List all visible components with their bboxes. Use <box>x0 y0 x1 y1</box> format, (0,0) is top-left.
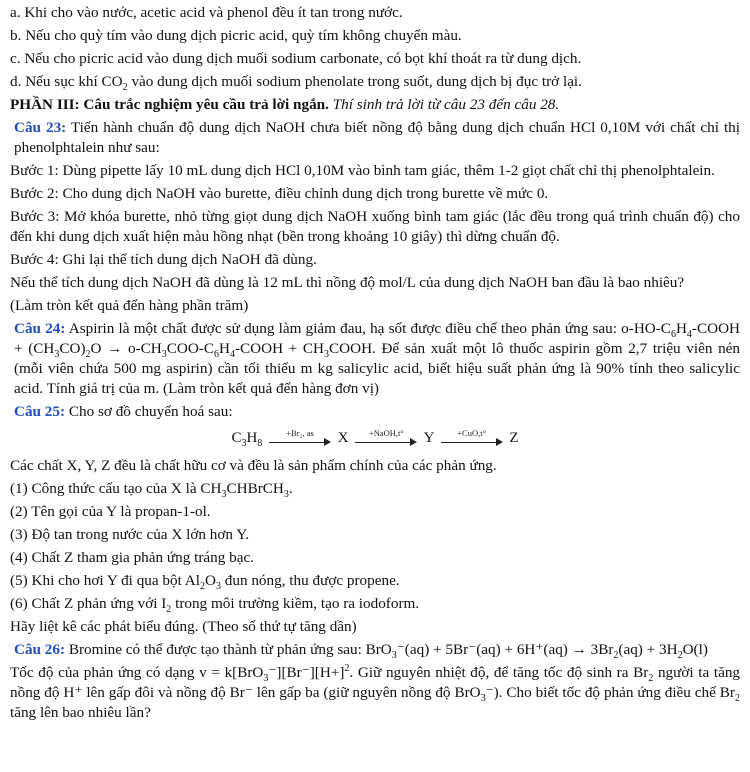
statement-b: b. Nếu cho quỳ tím vào dung dịch picric acid, quỳ tím không chuyển màu. <box>10 27 462 44</box>
q23-step4: Bước 4: Ghi lại thể tích dung dịch NaOH đã dùng. <box>10 251 317 268</box>
scheme-arrow-1: +Br₂, as <box>269 429 331 448</box>
q23-step1: Bước 1: Dùng pipette lấy 10 mL dung dịch HCl 0,10M vào bình tam giác, thêm 1-2 giọt chất chỉ thị phenolphtalein. <box>10 162 715 179</box>
q25-item-1: (1) Công thức cấu tạo của X là $CH_3CHBrCH_3$. <box>10 480 293 501</box>
scheme-start: $C_3H_8$ <box>231 430 263 449</box>
q26-reaction: Câu 26: Bromine có thể được tạo thành từ phản ứng sau: $BrO_3^-(aq) + 5Br^-(aq) + 6H^+(aq) \to 3Br_2(aq) + 3H_2O(l)$ <box>14 641 708 662</box>
statement-c: c. Nếu cho picric acid vào dung dịch muối sodium carbonate, có bọt khí thoát ra từ dung dịch. <box>10 50 582 67</box>
statement-a: a. Khi cho vào nước, acetic acid và phenol đều ít tan trong nước. <box>10 4 403 21</box>
q25-intro: Câu 25: Cho sơ đồ chuyển hoá sau: <box>14 403 233 420</box>
q23-step3: Bước 3: Mở khóa burette, nhỏ từng giọt dung dịch NaOH xuống bình tam giác (lắc đều trong quá trình chuẩn độ) cho đến khi dung dịch xuất hiện màu hồng nhạt (bền trong khoảng 10 giây) thì dừng chuẩn độ. <box>10 208 740 245</box>
arrow-icon <box>441 438 503 448</box>
scheme-arrow-2: +NaOH,t° <box>355 429 417 448</box>
scheme-z: Z <box>509 430 519 446</box>
arrow-icon <box>269 438 331 448</box>
statement-d: d. Nếu sục khí $CO_2$ vào dung dịch muối sodium phenolate trong suốt, dung dịch bị đục trở lại. <box>10 73 582 94</box>
scheme-arrow-3: +CuO,t° <box>441 429 503 448</box>
part3-heading: PHẦN III: Câu trắc nghiệm yêu cầu trả lời ngắn. Thí sinh trả lời từ câu 23 đến câu 28. <box>10 96 560 113</box>
q25-item-2: (2) Tên gọi của Y là propan-1-ol. <box>10 503 211 521</box>
q23-question: Nếu thể tích dung dịch NaOH đã dùng là 12 mL thì nồng độ mol/L của dung dịch NaOH ban đầu là bao nhiêu? <box>10 274 685 291</box>
arrow-icon <box>355 438 417 448</box>
q23-intro: Câu 23: Tiến hành chuẩn độ dung dịch NaOH chưa biết nồng độ bằng dung dịch chuẩn HCl 0,10M với chất chỉ thị phenolphtalein như sau: <box>14 119 740 156</box>
q24-text: Câu 24: Aspirin là một chất được sử dụng làm giảm đau, hạ sốt được điều chế theo phản ứng sau: $o-HO-C_6H_4$-COOH + $(CH_3CO)_2O$ → $o-CH_3COO-C_6H_4$-COOH + $CH_3COOH$. Để sản xuất một lô thuốc aspirin gồm 2,7 triệu viên nén (mỗi viên chứa 500 mg aspirin) cần tối thiểu m kg salicylic acid, biết hiệu suất phản ứng là 90% tính theo salicylic acid. Tính giá trị của m. (Làm tròn kết quả đến hàng đơn vị) <box>14 320 741 397</box>
q25-ask: Hãy liệt kê các phát biểu đúng. (Theo số thứ tự tăng dần) <box>10 618 357 636</box>
q25-item-3: (3) Độ tan trong nước của X lớn hơn Y. <box>10 526 250 544</box>
scheme-y: Y <box>423 430 434 446</box>
reaction-scheme <box>10 428 740 448</box>
q25-description: Các chất X, Y, Z đều là chất hữu cơ và đều là sản phẩm chính của các phản ứng. <box>10 457 497 475</box>
q25-item-4: (4) Chất Z tham gia phản ứng tráng bạc. <box>10 549 254 567</box>
q23-step2: Bước 2: Cho dung dịch NaOH vào burette, điều chỉnh dung dịch trong burette về mức 0. <box>10 185 549 202</box>
q25-item-5: (5) Khi cho hơi Y đi qua bột $Al_2O_3$ đun nóng, thu được propene. <box>10 572 400 593</box>
scheme-x: X <box>337 430 349 446</box>
q25-item-6: (6) Chất Z phản ứng với $I_2$ trong môi trường kiềm, tạo ra iodoform. <box>10 595 420 616</box>
q23-rounding: (Làm tròn kết quả đến hàng phần trăm) <box>10 297 249 314</box>
q26-question: Tốc độ của phản ứng có dạng $v = k[BrO_3^-][Br^-][H+]^2$. Giữ nguyên nhiệt độ, để tăng tốc độ sinh ra $Br_2$ người ta tăng nồng độ H⁺ lên gấp đôi và nồng độ Br⁻ lên gấp ba (giữ nguyên nồng độ BrO$_3$⁻). Cho biết tốc độ phản ứng điều chế $Br_2$ tăng lên bao nhiêu lần? <box>10 663 741 722</box>
